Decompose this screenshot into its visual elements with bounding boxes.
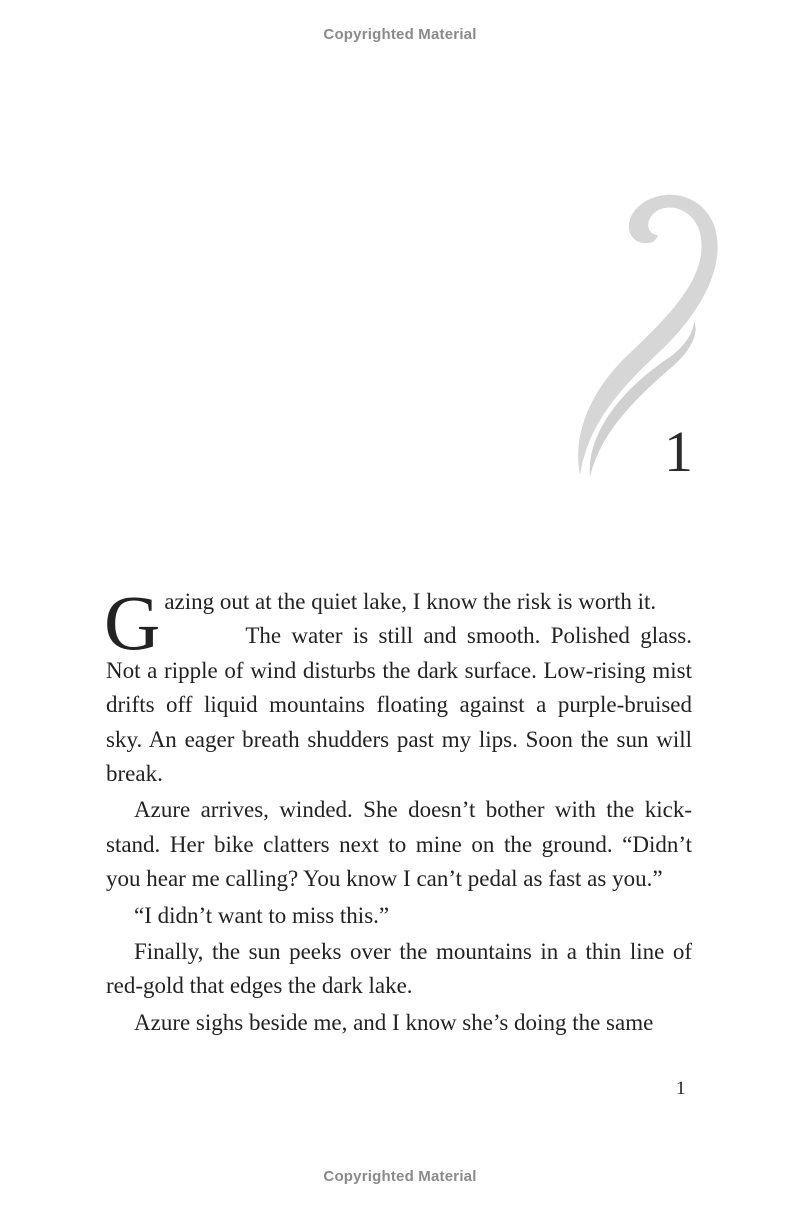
chapter-body-text	[104, 579, 692, 1040]
paragraph-3: Azure arrives, winded. She doesn’t bother with the kick-stand. Her bike clatters next to mine on the ground. “Didn’t you hear me calling? You know I can’t pedal as fast as you.”	[106, 797, 692, 892]
paragraph-2: The water is still and smooth. Polished glass. Not a ripple of wind disturbs the dark surface. Low-rising mist drifts off liquid mountains floating against a purple-bruised sky. An eager breath shudders past my lips. Soon the sun will break.	[106, 623, 692, 787]
paragraph-5: Finally, the sun peeks over the mountains in a thin line of red-gold that edges the dark lake.	[106, 939, 692, 999]
paragraph-1	[104, 579, 692, 666]
copyright-watermark-top: Copyrighted Material	[323, 26, 477, 43]
copyright-watermark-bottom: Copyrighted Material	[323, 1168, 477, 1185]
drop-cap: G	[104, 579, 161, 666]
page-number: 1	[676, 1078, 686, 1099]
paragraph-6: Azure sighs beside me, and I know she’s doing the same	[134, 1009, 654, 1035]
swirl-flourish-icon	[560, 185, 730, 485]
paragraph-1-text: azing out at the quiet lake, I know the risk is worth it.	[164, 589, 657, 614]
chapter-number: 1	[664, 419, 693, 484]
paragraph-4: “I didn’t want to miss this.”	[134, 902, 390, 928]
